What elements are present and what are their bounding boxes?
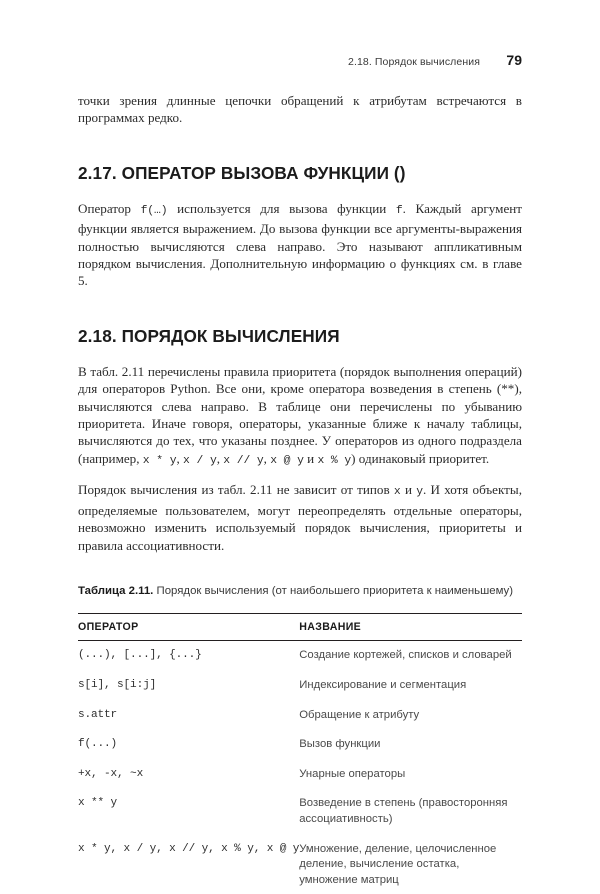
text-fragment: используется для вызова функции [167, 200, 396, 216]
paragraph-continuation: точки зрения длинные цепочки обращений к атрибутам встречаются в программах редко. [78, 93, 522, 126]
text-fragment: . И хотя объекты, определяемые пользователем, могут переопределять отдельные операторы, невозможно изменить используемый порядок вычисления, приоритеты и правила ассоциативности. [78, 482, 522, 553]
cell-operator: x ** y [78, 797, 118, 810]
cell-operator: +x, -x, ~x [78, 767, 144, 780]
text-fragment: Порядок вычисления из табл. 2.11 не зависит от типов [78, 482, 394, 498]
inline-code-div: x / y [183, 454, 217, 467]
text-fragment: ) одинаковый приоритет. [351, 450, 490, 466]
cell-name: Унарные операторы [299, 767, 406, 780]
spacer [78, 184, 522, 200]
text-fragment: В табл. 2.11 перечислены правила приоритета (порядок выполнения операций) для операторов Python. Все они, кроме оператора возведения в степень (**), вычисляются слева направо. В таблице они перечислены по убыванию приоритета. Иначе говоря, операторы, указанные ближе к началу таблицы, вычисляются до тех, что указаны позднее. У операторов из одного подраздела (например, [78, 363, 522, 466]
column-header-operator: ОПЕРАТОР [78, 614, 299, 641]
text-separator: , [216, 450, 224, 466]
text-fragment: . Каждый аргумент функции является выражением. До вызова функции все аргументы-выражения полностью вычисляются слева направо. Это называют аппликативным порядком вычисления. Дополнительную информацию о функциях см. в главе 5. [78, 200, 522, 289]
table-caption-label: Таблица 2.11. [78, 584, 154, 597]
heading-section-2-18: 2.18. ПОРЯДОК ВЫЧИСЛЕНИЯ [78, 325, 340, 346]
table-header-row [78, 614, 522, 641]
inline-code-floordiv: x // y [223, 454, 264, 467]
text-fragment: Оператор [78, 200, 141, 216]
table-row [78, 730, 522, 760]
text-separator: и [400, 482, 417, 498]
table-row [78, 701, 522, 731]
cell-operator: f(...) [78, 738, 118, 751]
inline-code-y: y [416, 486, 423, 499]
page-content [78, 92, 522, 894]
cell-operator: x * y, x / y, x // y, x % y, x @ y [78, 842, 300, 855]
spacer [78, 290, 522, 326]
spacer [78, 127, 522, 163]
table-row [78, 671, 522, 701]
table-block [78, 584, 522, 894]
cell-name: Вызов функции [299, 738, 381, 751]
cell-operator: s.attr [78, 708, 118, 721]
table-row [78, 835, 522, 894]
cell-name: Индексирование и сегментация [299, 679, 467, 691]
paragraph-2-18-first [78, 363, 522, 470]
cell-operator: (...), [...], {...} [78, 649, 202, 662]
text-separator: и [303, 450, 318, 466]
paragraph-2-18-second [78, 481, 522, 554]
precedence-table [78, 613, 522, 894]
inline-code-matmul: x @ y [270, 454, 304, 467]
inline-code-f: f [395, 204, 403, 217]
table-caption-text: Порядок вычисления (от наибольшего приоритета к наименьшему) [153, 584, 514, 597]
cell-name: Умножение, деление, целочисленное деление, вычисление остатка, умножение матриц [299, 842, 497, 886]
cell-operator: s[i], s[i:j] [78, 679, 157, 691]
page-number: 79 [506, 52, 522, 68]
cell-name: Обращение к атрибуту [299, 708, 420, 721]
paragraph-2-17 [78, 200, 522, 290]
table-row [78, 641, 522, 671]
cell-name: Создание кортежей, списков и словарей [299, 649, 512, 662]
heading-section-2-17: 2.17. ОПЕРАТОР ВЫЗОВА ФУНКЦИИ () [78, 162, 406, 183]
text-separator: , [176, 450, 183, 466]
text-separator: , [263, 450, 271, 466]
cell-name: Возведение в степень (правосторонняя ассоциативность) [299, 797, 508, 825]
table-caption [78, 584, 522, 600]
table-row [78, 760, 522, 790]
inline-code-x: x [393, 486, 401, 499]
inline-code-mul: x * y [142, 454, 177, 467]
column-header-name: НАЗВАНИЕ [299, 614, 522, 641]
running-head-title: 2.18. Порядок вычисления [348, 56, 480, 68]
inline-code-f-call: f(…) [140, 204, 168, 217]
spacer [78, 347, 522, 363]
inline-code-mod: x % y [317, 454, 352, 467]
running-head [78, 52, 522, 68]
table-row [78, 789, 522, 834]
